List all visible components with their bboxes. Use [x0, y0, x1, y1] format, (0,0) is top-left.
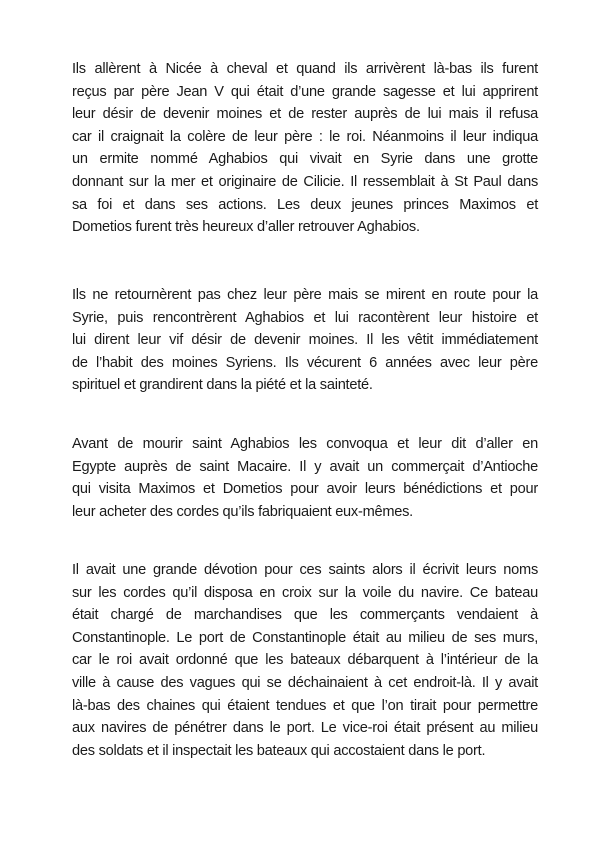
text-line: ville à cause des vagues qui se déchainaient à cet endroit-là. Il y avait	[72, 674, 538, 691]
text-line: était chargé de marchandises que les commerçants vendaient à	[72, 607, 538, 624]
text-line: un ermite nommé Aghabios qui vivait en Syrie dans une grotte	[72, 151, 538, 168]
paragraph-3	[72, 433, 538, 523]
text-line: reçus par père Jean V qui était d’une grande sagesse et lui apprirent	[72, 83, 538, 100]
paragraph-2	[72, 284, 538, 397]
text-line: Ils ne retournèrent pas chez leur père mais se mirent en route pour la	[72, 287, 538, 303]
text-line: donnant sur la mer et originaire de Cilicie. Il ressemblait à St Paul dans	[72, 173, 538, 190]
text-line: des soldats et il inspectait les bateaux qui accostaient dans le port.	[72, 742, 486, 759]
text-line: spirituel et grandirent dans la piété et la sainteté.	[72, 377, 373, 394]
text-line: Egypte auprès de saint Macaire. Il y avait un commerçait d’Antioche	[72, 458, 538, 475]
paragraph-4	[72, 559, 538, 762]
paragraph-1	[72, 58, 538, 239]
text-line: aux navires de pénétrer dans le port. Le vice-roi était présent au milieu	[72, 720, 538, 737]
text-line: sur les cordes qu’il disposa en croix sur la voile du navire. Ce bateau	[72, 584, 538, 601]
text-line: Il avait une grande dévotion pour ces saints alors il écrivit leurs noms	[72, 562, 538, 578]
text-line: leur désir de devenir moines et de rester auprès de lui mais il refusa	[72, 106, 538, 123]
text-line: qui visita Maximos et Dometios pour avoir leurs bénédictions et pour	[72, 481, 538, 498]
text-line: Dometios furent très heureux d’aller retrouver Aghabios.	[72, 219, 420, 236]
text-line: Syrie, puis rencontrèrent Aghabios et lui racontèrent leur histoire et	[72, 309, 538, 326]
text-line: sa foi et dans ses actions. Les deux jeunes princes Maximos et	[72, 196, 538, 213]
text-line: Avant de mourir saint Aghabios les convoqua et leur dit d’aller en	[72, 436, 538, 452]
text-line: là-bas des chaines qui étaient tendues et que l’on tirait pour permettre	[72, 697, 538, 714]
text-line: car le roi avait ordonné que les bateaux débarquent à l’intérieur de la	[72, 652, 538, 669]
text-line: Constantinople. Le port de Constantinople était au milieu de ses murs,	[72, 629, 538, 646]
text-line: leur acheter des cordes qu’ils fabriquaient eux-mêmes.	[72, 503, 413, 520]
text-line: lui dirent leur vif désir de devenir moines. Il les vêtit immédiatement	[72, 332, 538, 349]
text-line: de l’habit des moines Syriens. Ils vécurent 6 années avec leur père	[72, 354, 538, 371]
text-line: Ils allèrent à Nicée à cheval et quand ils arrivèrent là-bas ils furent	[72, 61, 538, 77]
text-line: car il craignait la colère de leur père : le roi. Néanmoins il leur indiqua	[72, 128, 538, 145]
